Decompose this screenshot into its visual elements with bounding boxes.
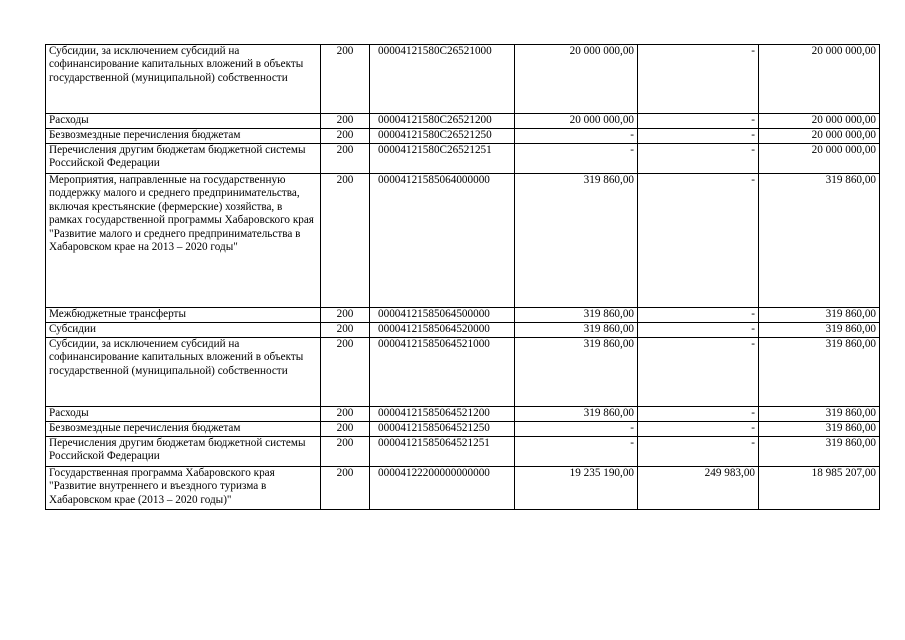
row-code: 200 [321,437,370,467]
row-name: Государственная программа Хабаровского края "Развитие внутреннего и въездного туризма в Хабаровском крае (2013 – 2020 годы)" [46,467,321,510]
row-code: 200 [321,129,370,144]
row-name: Субсидии, за исключением субсидий на софинансирование капитальных вложений в объекты государственной (муниципальной) собственности [46,338,321,407]
row-kbk: 00004121580C26521200 [370,114,515,129]
row-value-1: 319 860,00 [515,308,638,323]
row-value-1: 319 860,00 [515,174,638,308]
table-row [46,114,880,129]
row-value-3: 319 860,00 [759,174,880,308]
row-kbk: 00004121585064500000 [370,308,515,323]
row-value-3: 20 000 000,00 [759,144,880,174]
table-row [46,308,880,323]
row-code: 200 [321,144,370,174]
row-value-3: 319 860,00 [759,437,880,467]
row-value-3: 319 860,00 [759,407,880,422]
row-name: Расходы [46,407,321,422]
table-row [46,45,880,114]
table-row [46,437,880,467]
row-name: Субсидии, за исключением субсидий на софинансирование капитальных вложений в объекты государственной (муниципальной) собственности [46,45,321,114]
row-value-3: 319 860,00 [759,308,880,323]
row-kbk: 00004121585064521000 [370,338,515,407]
row-name: Перечисления другим бюджетам бюджетной системы Российской Федерации [46,144,321,174]
row-name: Перечисления другим бюджетам бюджетной системы Российской Федерации [46,437,321,467]
row-kbk: 00004121580C26521250 [370,129,515,144]
table-row [46,323,880,338]
document-page [45,44,879,510]
row-kbk: 00004121585064000000 [370,174,515,308]
table-row [46,422,880,437]
row-value-1: 20 000 000,00 [515,45,638,114]
row-value-2: - [638,407,759,422]
row-value-2: - [638,129,759,144]
row-name: Межбюджетные трансферты [46,308,321,323]
row-value-3: 20 000 000,00 [759,129,880,144]
row-name: Расходы [46,114,321,129]
row-code: 200 [321,323,370,338]
row-kbk: 00004121580C26521000 [370,45,515,114]
row-value-1: 319 860,00 [515,407,638,422]
row-name: Субсидии [46,323,321,338]
row-kbk: 00004122200000000000 [370,467,515,510]
row-value-1: 319 860,00 [515,323,638,338]
row-value-2: 249 983,00 [638,467,759,510]
row-code: 200 [321,174,370,308]
row-code: 200 [321,114,370,129]
row-kbk: 00004121580C26521251 [370,144,515,174]
row-kbk: 00004121585064520000 [370,323,515,338]
row-name: Безвозмездные перечисления бюджетам [46,422,321,437]
row-code: 200 [321,407,370,422]
row-code: 200 [321,338,370,407]
row-value-1: - [515,422,638,437]
row-value-3: 319 860,00 [759,323,880,338]
row-value-1: - [515,144,638,174]
row-value-2: - [638,338,759,407]
row-value-2: - [638,437,759,467]
row-kbk: 00004121585064521250 [370,422,515,437]
table-row [46,144,880,174]
row-value-2: - [638,174,759,308]
row-name: Безвозмездные перечисления бюджетам [46,129,321,144]
row-code: 200 [321,45,370,114]
table-row [46,129,880,144]
row-name: Мероприятия, направленные на государственную поддержку малого и среднего предпринимательства, включая крестьянские (фермерские) хозяйства, в рамках государственной программы Хабаровского края "Развитие малого и среднего предпринимательства в Хабаровском крае на 2013 – 2020 годы" [46,174,321,308]
row-value-1: - [515,437,638,467]
row-value-1: 20 000 000,00 [515,114,638,129]
row-value-2: - [638,114,759,129]
row-code: 200 [321,467,370,510]
table-row [46,338,880,407]
row-value-1: 19 235 190,00 [515,467,638,510]
row-value-1: - [515,129,638,144]
row-value-2: - [638,45,759,114]
row-value-2: - [638,422,759,437]
row-kbk: 00004121585064521200 [370,407,515,422]
row-kbk: 00004121585064521251 [370,437,515,467]
row-value-2: - [638,308,759,323]
table-row [46,467,880,510]
row-value-3: 319 860,00 [759,338,880,407]
row-value-3: 18 985 207,00 [759,467,880,510]
row-value-2: - [638,144,759,174]
row-code: 200 [321,422,370,437]
table-row [46,407,880,422]
row-code: 200 [321,308,370,323]
row-value-3: 20 000 000,00 [759,45,880,114]
budget-table [45,44,880,510]
row-value-3: 319 860,00 [759,422,880,437]
row-value-2: - [638,323,759,338]
table-row [46,174,880,308]
row-value-3: 20 000 000,00 [759,114,880,129]
row-value-1: 319 860,00 [515,338,638,407]
